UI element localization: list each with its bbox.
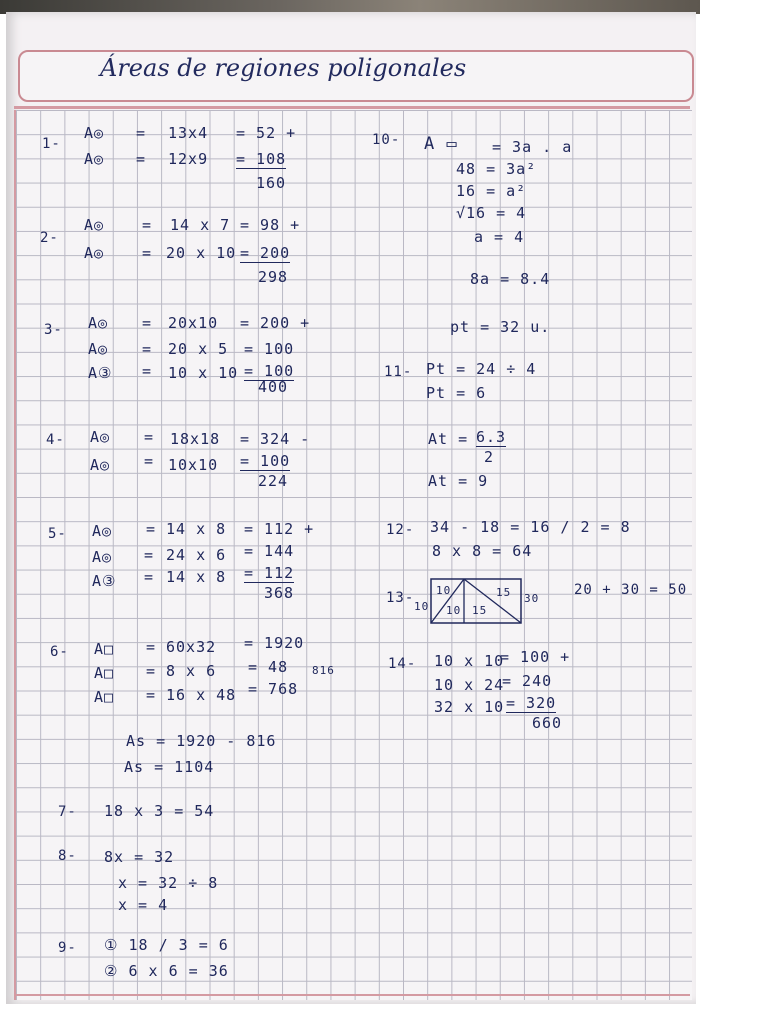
problem-11-number: 11- [384, 364, 413, 380]
p13-sum: 20 + 30 = 50 [574, 582, 688, 598]
p3-eq-3: = [142, 362, 153, 380]
p13-label-10a: 10 [436, 584, 452, 597]
p14-mult-3: 32 x 10 [434, 698, 505, 716]
p1-mult-2: 12x9 [168, 150, 209, 168]
p12-line-2: 8 x 8 = 64 [432, 542, 533, 560]
p3-label-2: A◎ [88, 340, 109, 358]
p1-result-2: = 108 [236, 150, 287, 168]
page-title: Áreas de regiones poligonales [100, 54, 467, 82]
p3-result-1: = 200 + [240, 314, 311, 332]
p4-eq-1: = [144, 428, 155, 446]
p4-eq-2: = [144, 452, 155, 470]
p6-label-1: A□ [94, 640, 115, 658]
p14-result-2: = 240 [502, 672, 553, 690]
p6-mult-3: 16 x 48 [166, 686, 237, 704]
p5-eq-3: = [144, 568, 155, 586]
p2-label-2: A◎ [84, 244, 105, 262]
p11-line-4: At = 9 [428, 472, 489, 490]
p10-line-5: a = 4 [474, 228, 525, 246]
p7-line-1: 18 x 3 = 54 [104, 802, 215, 820]
p1-mult-1: 13x4 [168, 124, 209, 142]
p11-fraction-bottom: 2 [484, 448, 495, 466]
p4-mult-2: 10x10 [168, 456, 219, 474]
p10-line-7: pt = 32 u. [450, 318, 551, 336]
problem-10-number: 10- [372, 132, 401, 148]
p3-eq-1: = [142, 314, 153, 332]
p5-label-3: A③ [92, 572, 117, 590]
problem-2-number: 2- [40, 230, 59, 246]
p3-total: 400 [258, 378, 289, 396]
p11-line-2: Pt = 6 [426, 384, 487, 402]
p3-mult-1: 20x10 [168, 314, 219, 332]
p10-line-4: √16 = 4 [456, 204, 527, 222]
problem-6-number: 6- [50, 644, 69, 660]
problem-3-number: 3- [44, 322, 63, 338]
p3-eq-2: = [142, 340, 153, 358]
p5-result-1: = 112 + [244, 520, 315, 538]
p10-line-1-result: = 3a . a [492, 138, 573, 156]
p13-label-15a: 15 [472, 604, 488, 617]
p3-result-2: = 100 [244, 340, 295, 358]
problem-13-number: 13- [386, 590, 415, 606]
problem-9-number: 9- [58, 940, 77, 956]
p5-label-1: A◎ [92, 522, 113, 540]
p13-label-10b: 10 [414, 600, 430, 613]
problem-4-number: 4- [46, 432, 65, 448]
p4-label-1: A◎ [90, 428, 111, 446]
margin-line-bottom [14, 994, 690, 996]
p11-line-1: Pt = 24 ÷ 4 [426, 360, 537, 378]
p6-label-2: A□ [94, 664, 115, 682]
p5-mult-3: 14 x 8 [166, 568, 227, 586]
p2-result-2: = 200 [240, 244, 291, 262]
p5-mult-2: 24 x 6 [166, 546, 227, 564]
p11-line-3: At = [428, 430, 469, 448]
p14-result-1: = 100 + [500, 648, 571, 666]
p1-result-1: = 52 + [236, 124, 297, 142]
p12-line-1: 34 - 18 = 16 / 2 = 8 [430, 518, 631, 536]
margin-line-top [14, 106, 690, 109]
p1-label-2: A◎ [84, 150, 105, 168]
p6-mult-2: 8 x 6 [166, 662, 217, 680]
p10-line-1: A ▭ [424, 134, 458, 154]
p6-eq-3: = [146, 686, 157, 704]
p6-shaded-area-2: As = 1104 [124, 758, 215, 776]
p10-line-6: 8a = 8.4 [470, 270, 551, 288]
p5-eq-2: = [144, 546, 155, 564]
p14-mult-2: 10 x 24 [434, 676, 505, 694]
p4-result-2: = 100 [240, 452, 291, 470]
p1-label-1: A◎ [84, 124, 105, 142]
p8-line-2: x = 32 ÷ 8 [118, 874, 219, 892]
p4-mult-1: 18x18 [170, 430, 221, 448]
p9-line-2: ② 6 x 6 = 36 [104, 962, 229, 980]
problem-5-number: 5- [48, 526, 67, 542]
p1-eq-1: = [136, 124, 147, 142]
p6-eq-1: = [146, 638, 157, 656]
p6-result-1: = 1920 [244, 634, 305, 652]
p14-mult-1: 10 x 10 [434, 652, 505, 670]
p6-eq-2: = [146, 662, 157, 680]
p2-label-1: A◎ [84, 216, 105, 234]
p2-eq-2: = [142, 244, 153, 262]
p5-total: 368 [264, 584, 295, 602]
p1-eq-2: = [136, 150, 147, 168]
p5-eq-1: = [146, 520, 157, 538]
p4-label-2: A◎ [90, 456, 111, 474]
p5-result-2: = 144 [244, 542, 295, 560]
problem-12-number: 12- [386, 522, 415, 538]
p13-label-10c: 10 [446, 604, 462, 617]
p6-label-3: A□ [94, 688, 115, 706]
p4-total: 224 [258, 472, 289, 490]
p14-result-3: = 320 [506, 694, 557, 712]
p6-result-3: = 768 [248, 680, 299, 698]
p5-label-2: A◎ [92, 548, 113, 566]
p3-mult-3: 10 x 10 [168, 364, 239, 382]
p2-total: 298 [258, 268, 289, 286]
grid-paper [14, 110, 692, 1000]
p3-result-3: = 100 [244, 362, 295, 380]
p8-line-1: 8x = 32 [104, 848, 175, 866]
p9-line-1: ① 18 / 3 = 6 [104, 936, 229, 954]
problem-7-number: 7- [58, 804, 77, 820]
p2-mult-2: 20 x 10 [166, 244, 237, 262]
p4-result-1: = 324 - [240, 430, 311, 448]
problem-14-number: 14- [388, 656, 417, 672]
p10-line-3: 16 = a² [456, 182, 527, 200]
p1-total: 160 [256, 174, 287, 192]
p13-label-30: 30 [524, 592, 540, 605]
problem-8-number: 8- [58, 848, 77, 864]
p2-eq-1: = [142, 216, 153, 234]
p8-line-3: x = 4 [118, 896, 169, 914]
p5-result-3: = 112 [244, 564, 295, 582]
p14-total: 660 [532, 714, 563, 732]
problem-1-number: 1- [42, 136, 61, 152]
p6-shaded-area-1: As = 1920 - 816 [126, 732, 277, 750]
p3-mult-2: 20 x 5 [168, 340, 229, 358]
p3-label-1: A◎ [88, 314, 109, 332]
p6-side-sum: 816 [312, 664, 335, 677]
p6-mult-1: 60x32 [166, 638, 217, 656]
p6-result-2: = 48 [248, 658, 289, 676]
p13-label-15b: 15 [496, 586, 512, 599]
p2-result-1: = 98 + [240, 216, 301, 234]
p11-fraction-top: 6.3 [476, 428, 507, 446]
p5-mult-1: 14 x 8 [166, 520, 227, 538]
p2-mult-1: 14 x 7 [170, 216, 231, 234]
p3-label-3: A③ [88, 364, 113, 382]
p10-line-2: 48 = 3a² [456, 160, 537, 178]
